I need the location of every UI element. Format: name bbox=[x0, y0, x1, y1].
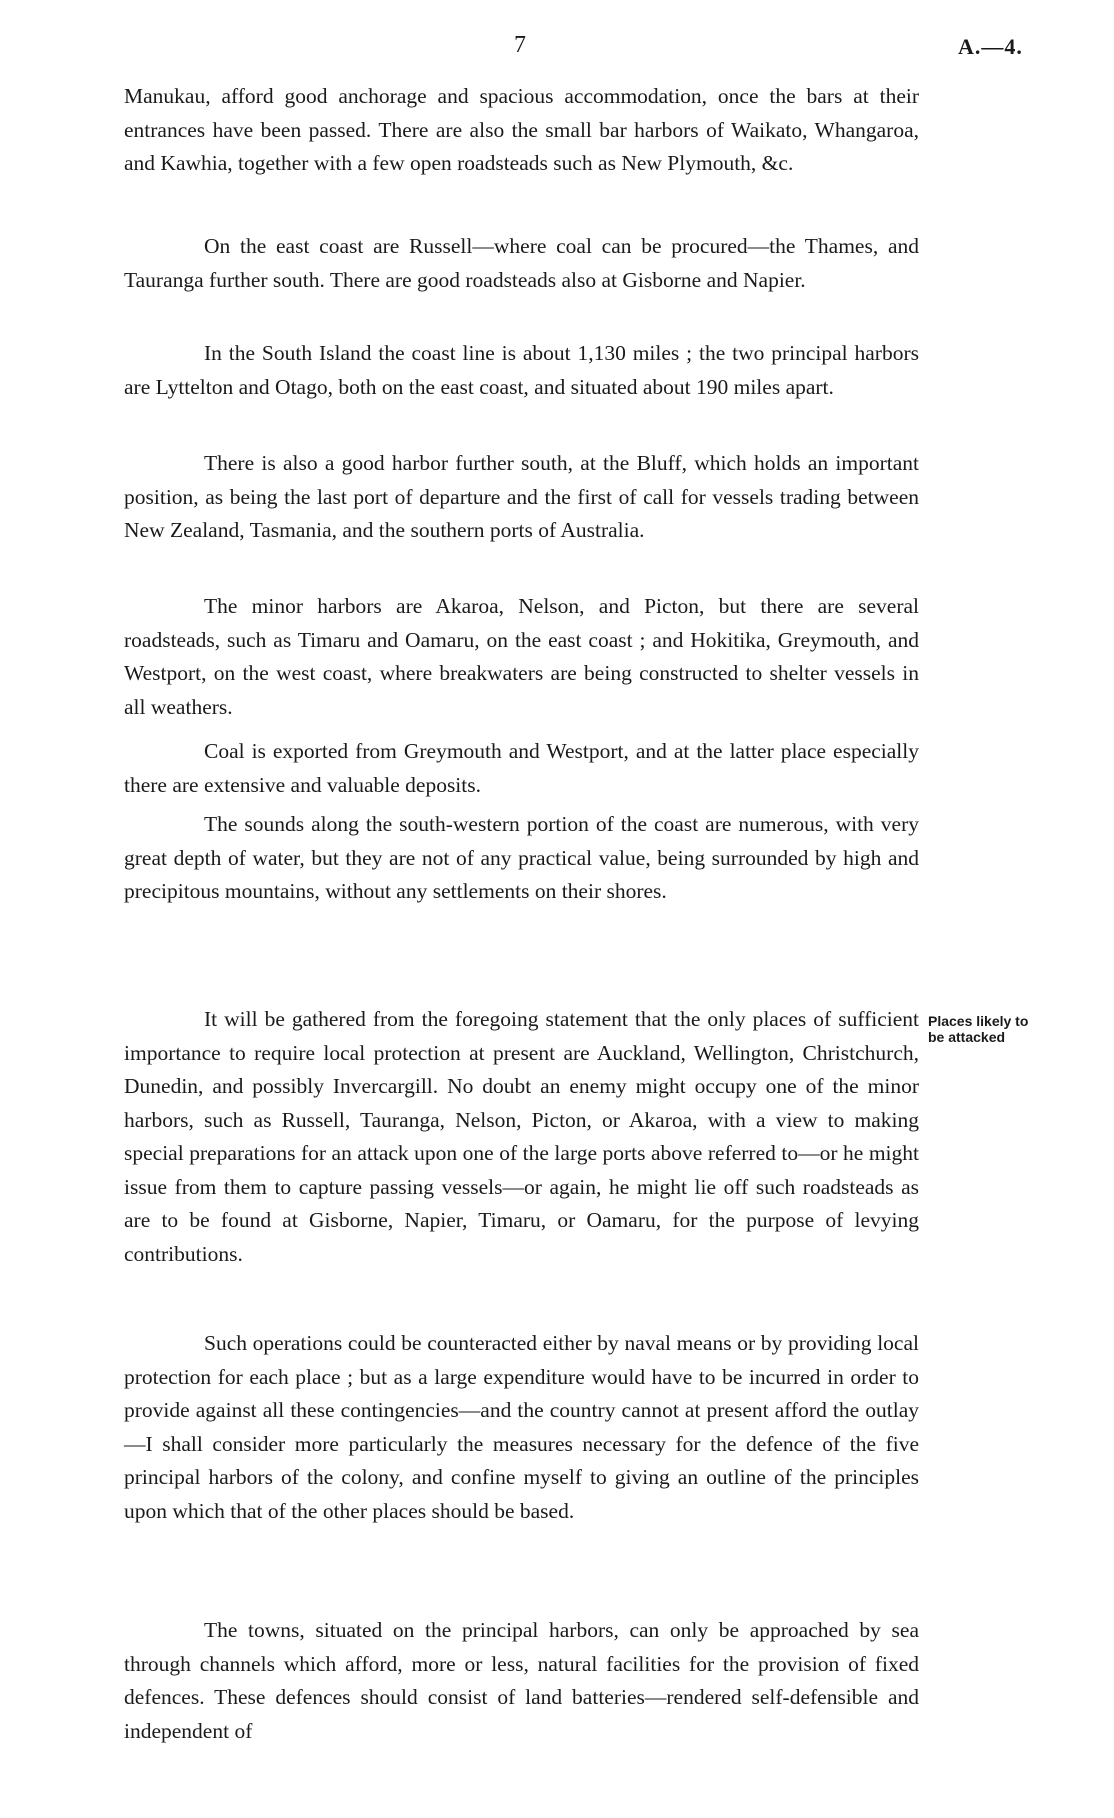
paragraph-6: Coal is exported from Greymouth and Westport, and at the latter place especially there are extensive and valuable deposits. bbox=[124, 739, 919, 797]
margin-note: Places likely to be attacked bbox=[928, 1013, 1029, 1045]
paragraph-10: The towns, situated on the principal harbors, can only be approached by sea through channels which afford, more or less, natural facilities for the provision of fixed defences. These defences should consist of land batteries—rendered self-defensible and independent of bbox=[124, 1618, 919, 1743]
paragraph-3: In the South Island the coast line is about 1,130 miles ; the two principal harbors are Lyttelton and Otago, both on the east coast, and situated about 190 miles apart. bbox=[124, 341, 919, 399]
paragraph-4: There is also a good harbor further south, at the Bluff, which holds an important position, as being the last port of departure and the first of call for vessels trading between New Zealand, Tasmania, and the southern ports of Australia. bbox=[124, 451, 919, 542]
document-reference: A.—4. bbox=[958, 34, 1023, 59]
paragraph-1: Manukau, afford good anchorage and spacious accommodation, once the bars at their entrances have been passed. There are also the small bar harbors of Waikato, Whangaroa, and Kawhia, together with a few open roadsteads such as New Plymouth, &c. bbox=[124, 84, 919, 175]
paragraph-5: The minor harbors are Akaroa, Nelson, and Picton, but there are several roadsteads, such as Timaru and Oamaru, on the east coast ; and Hokitika, Greymouth, and Westport, on the west coast, where breakwaters are being constructed to shelter vessels in all weathers. bbox=[124, 594, 919, 719]
page-number: 7 bbox=[514, 32, 526, 58]
paragraph-9: Such operations could be counteracted either by naval means or by providing local protection for each place ; but as a large expenditure would have to be incurred in order to provide against all these contingencies—and the country cannot at present afford the outlay—I shall consider more particularly the measures necessary for the defence of the five principal harbors of the colony, and confine myself to giving an outline of the principles upon which that of the other places should be based. bbox=[124, 1331, 919, 1523]
paragraph-8: It will be gathered from the foregoing statement that the only places of sufficient importance to require local protection at present are Auckland, Wellington, Christchurch, Dunedin, and possibly Invercargill. No doubt an enemy might occupy one of the minor harbors, such as Russell, Tauranga, Nelson, Picton, or Akaroa, with a view to making special preparations for an attack upon one of the large ports above referred to—or he might issue from them to capture passing vessels—or again, he might lie off such roadsteads as are to be found at Gisborne, Napier, Timaru, or Oamaru, for the purpose of levying contributions. bbox=[124, 1007, 919, 1266]
paragraph-2: On the east coast are Russell—where coal can be procured—the Thames, and Tauranga further south. There are good roadsteads also at Gisborne and Napier. bbox=[124, 234, 919, 292]
paragraph-7: The sounds along the south-western portion of the coast are numerous, with very great depth of water, but they are not of any practical value, being surrounded by high and precipitous mountains, without any settlements on their shores. bbox=[124, 812, 919, 903]
